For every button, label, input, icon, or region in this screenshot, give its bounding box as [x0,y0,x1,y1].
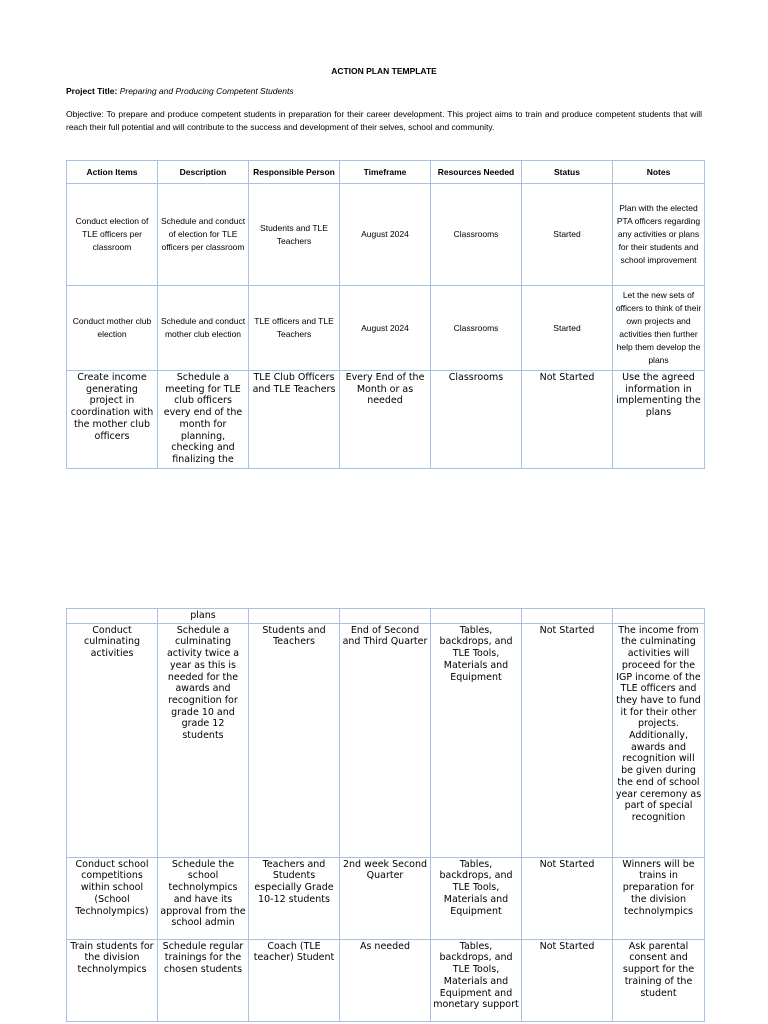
cell-status: Not Started [522,939,613,1021]
cell-responsible-person: Students and TLE Teachers [249,184,340,286]
cell-notes: Winners will be trains in preparation for the division technolympics [613,857,705,939]
cell-responsible-person [249,609,340,624]
cell-timeframe: August 2024 [340,184,431,286]
table-row [67,857,705,939]
action-plan-table-page-2 [66,608,705,1022]
cell-status [522,609,613,624]
cell-description: Schedule and conduct mother club election [158,286,249,371]
cell-notes: Plan with the elected PTA officers regarding any activities or plans for their students and school improvement [613,184,705,286]
cell-notes [613,609,705,624]
cell-resources-needed: Tables, backdrops, and TLE Tools, Materials and Equipment and monetary support [431,939,522,1021]
objective-paragraph: Objective: To prepare and produce competent students in preparation for their career development. This project aims to train and produce competent students that will reach their full potential and will contribute to the success and development of their selves, school and community. [66,109,702,132]
table-row [67,184,705,286]
cell-status: Not Started [522,623,613,857]
cell-resources-needed: Classrooms [431,184,522,286]
cell-status: Not Started [522,371,613,469]
cell-status: Started [522,286,613,371]
cell-responsible-person: Students and Teachers [249,623,340,857]
document-title: ACTION PLAN TEMPLATE [331,66,437,76]
header-timeframe: Timeframe [340,161,431,184]
cell-action-item: Create income generating project in coordination with the mother club officers [67,371,158,469]
cell-resources-needed: Tables, backdrops, and TLE Tools, Materials and Equipment [431,623,522,857]
header-responsible-person: Responsible Person [249,161,340,184]
cell-description: Schedule regular trainings for the chosen students [158,939,249,1021]
project-title-line [66,86,294,96]
cell-resources-needed [431,609,522,624]
cell-status: Not Started [522,857,613,939]
cell-action-item: Conduct culminating activities [67,623,158,857]
cell-resources-needed: Tables, backdrops, and TLE Tools, Materials and Equipment [431,857,522,939]
cell-description: plans [158,609,249,624]
cell-responsible-person: Coach (TLE teacher) Student [249,939,340,1021]
project-title-label: Project Title: [66,86,118,96]
cell-timeframe: Every End of the Month or as needed [340,371,431,469]
cell-description: Schedule a culminating activity twice a year as this is needed for the awards and recognition for grade 10 and grade 12 students [158,623,249,857]
cell-timeframe [340,609,431,624]
cell-action-item [67,609,158,624]
table-row [67,371,705,469]
cell-action-item: Conduct election of TLE officers per classroom [67,184,158,286]
table-row [67,623,705,857]
cell-timeframe: 2nd week Second Quarter [340,857,431,939]
cell-notes: Ask parental consent and support for the training of the student [613,939,705,1021]
table-row [67,286,705,371]
cell-responsible-person: TLE Club Officers and TLE Teachers [249,371,340,469]
cell-status: Started [522,184,613,286]
header-action-items: Action Items [67,161,158,184]
cell-resources-needed: Classrooms [431,286,522,371]
cell-resources-needed: Classrooms [431,371,522,469]
header-resources-needed: Resources Needed [431,161,522,184]
cell-action-item: Train students for the division technolympics [67,939,158,1021]
cell-description: Schedule a meeting for TLE club officers every end of the month for planning, checking and finalizing the [158,371,249,469]
cell-responsible-person: TLE officers and TLE Teachers [249,286,340,371]
cell-action-item: Conduct school competitions within school (School Technolympics) [67,857,158,939]
project-title-value: Preparing and Producing Competent Students [119,86,294,96]
header-description: Description [158,161,249,184]
table-row [67,609,705,624]
cell-timeframe: August 2024 [340,286,431,371]
cell-description: Schedule and conduct of election for TLE officers per classroom [158,184,249,286]
header-status: Status [522,161,613,184]
cell-responsible-person: Teachers and Students especially Grade 10-12 students [249,857,340,939]
table-row [67,939,705,1021]
cell-timeframe: As needed [340,939,431,1021]
cell-notes: The income from the culminating activities will proceed for the IGP income of the TLE officers and they have to fund it for their other projects. Additionally, awards and recognition will be given during the end of school year ceremony as part of special recognition [613,623,705,857]
header-notes: Notes [613,161,705,184]
table-header-row [67,161,705,184]
cell-timeframe: End of Second and Third Quarter [340,623,431,857]
cell-action-item: Conduct mother club election [67,286,158,371]
cell-description: Schedule the school technolympics and have its approval from the school admin [158,857,249,939]
cell-notes: Let the new sets of officers to think of their own projects and activities then further help them develop the plans [613,286,705,371]
action-plan-table-page-1 [66,160,705,469]
cell-notes: Use the agreed information in implementing the plans [613,371,705,469]
